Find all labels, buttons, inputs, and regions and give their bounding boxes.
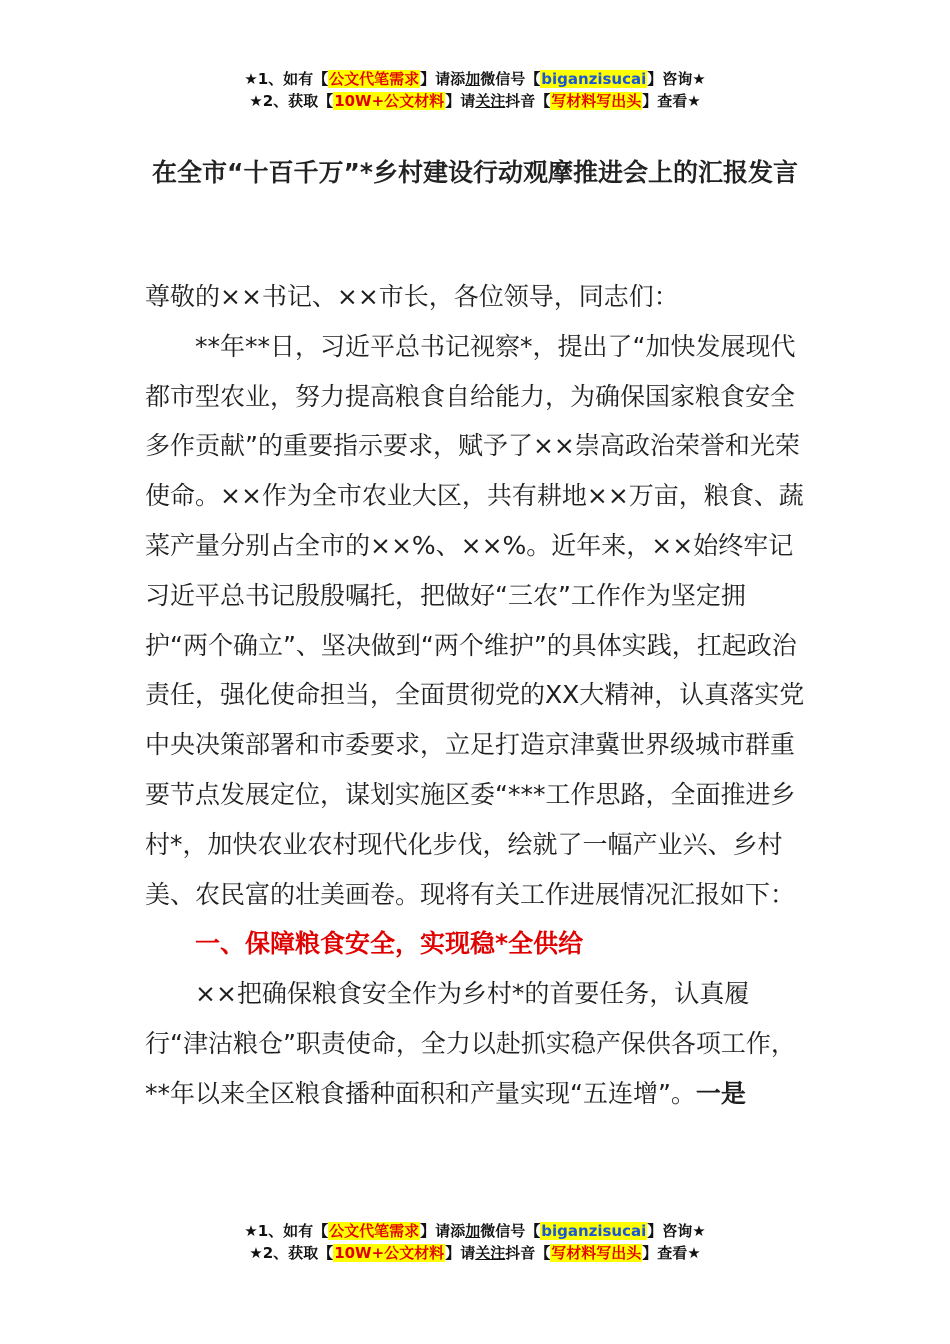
highlight-douyin: 写材料写出头 xyxy=(551,92,642,110)
document-body xyxy=(145,272,807,1119)
footer-banner xyxy=(0,1220,950,1264)
banner-line-1: ★1、如有【公文代笔需求】请添加微信号【biganzisucai】咨询★ xyxy=(244,70,706,88)
banner-line-2: ★2、获取【10W+公文材料】请关注抖音【写材料写出头】查看★ xyxy=(249,92,701,110)
section-heading-1: 一、保障粮食安全，实现稳*全供给 xyxy=(195,929,584,959)
highlight-ghostwriting: 公文代笔需求 xyxy=(329,1222,420,1240)
highlight-wechat-id: biganzisucai xyxy=(541,1222,647,1240)
highlight-materials: 10W+公文材料 xyxy=(334,1244,445,1262)
paragraph-intro: **年**日，习近平总书记视察*，提出了“加快发展现代都市型农业，努力提高粮食自给能力，为确保国家粮食安全多作贡献”的重要指示要求，赋予了××崇高政治荣誉和光荣使命。××作为全市农业大区，共有耕地××万亩，粮食、蔬菜产量分别占全市的××%、××%。近年来，××始终牢记习近平总书记殷殷嘱托，把做好“三农”工作作为坚定拥护“两个确立”、坚决做到“两个维护”的具体实践，扛起政治责任，强化使命担当，全面贯彻党的XX大精神，认真落实党中央决策部署和市委要求，立足打造京津冀世界级城市群重要节点发展定位，谋划实施区委“***工作思路，全面推进乡村*，加快农业农村现代化步伐，绘就了一幅产业兴、乡村美、农民富的壮美画卷。现将有关工作进展情况汇报如下： xyxy=(145,331,805,909)
banner-line-2: ★2、获取【10W+公文材料】请关注抖音【写材料写出头】查看★ xyxy=(249,1244,701,1262)
highlight-douyin: 写材料写出头 xyxy=(551,1244,642,1262)
highlight-materials: 10W+公文材料 xyxy=(334,92,445,110)
banner-line-1: ★1、如有【公文代笔需求】请添加微信号【biganzisucai】咨询★ xyxy=(244,1222,706,1240)
header-banner xyxy=(0,68,950,112)
highlight-wechat-id: biganzisucai xyxy=(541,70,647,88)
paragraph-food-security: ××把确保粮食安全作为乡村*的首要任务，认真履行“津沽粮仓”职责使命，全力以赴抓实稳产保供各项工作，**年以来全区粮食播种面积和产量实现“五连增”。一是 xyxy=(145,979,796,1108)
highlight-ghostwriting: 公文代笔需求 xyxy=(329,70,420,88)
document-title: 在全市“十百千万”*乡村建设行动观摩推进会上的汇报发言 xyxy=(152,158,798,187)
salutation: 尊敬的××书记、××市长，各位领导，同志们： xyxy=(145,282,679,311)
